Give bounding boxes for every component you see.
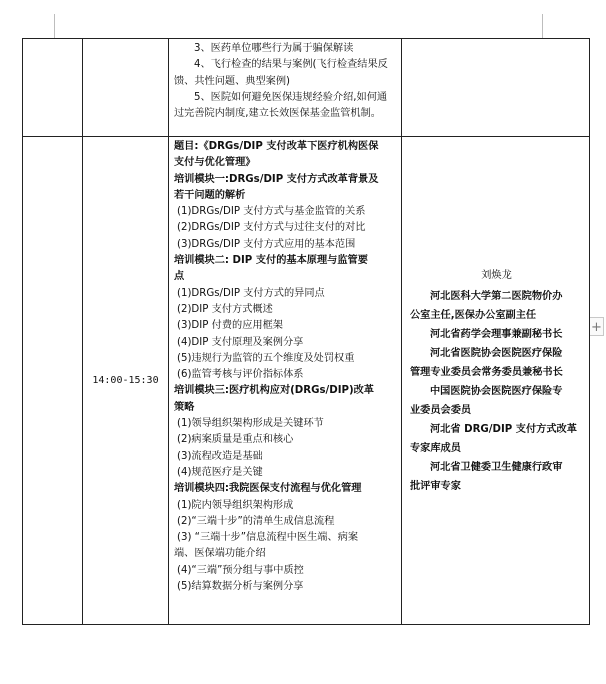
text-line: 河北省卫健委卫生健康行政审: [430, 461, 563, 473]
text-line: (4)“三端”预分组与事中质控: [177, 564, 304, 576]
content-cell: [169, 137, 402, 625]
text-line: 5、医院如何避免医保违规经验介绍,如何通: [194, 91, 388, 103]
table-row: [23, 137, 590, 625]
text-line: 3、医药单位哪些行为属于骗保解读: [194, 43, 354, 54]
text-line: 培训模块四:我院医保支付流程与优化管理: [174, 483, 362, 495]
text-line: (5)违规行为监管的五个维度及处罚权重: [177, 352, 355, 364]
time-cell: [83, 39, 169, 137]
text-line: 批评审专家: [410, 480, 461, 492]
text-line: (1)领导组织架构形成是关键环节: [177, 418, 324, 430]
page-corner-mark-right: [542, 14, 543, 38]
text-line: 策略: [174, 401, 195, 413]
text-line: (1)院内领导组织架构形成: [177, 499, 294, 511]
date-cell: [23, 137, 83, 625]
text-line: 河北省 DRG/DIP 支付方式改革: [430, 423, 577, 435]
text-line: (5)结算数据分析与案例分享: [177, 581, 304, 593]
page-corner-mark-left: [54, 14, 55, 38]
text-line: 培训模块二: DIP 支付的基本原理与监管要: [174, 255, 368, 267]
text-line: 河北省药学会理事兼副秘书长: [430, 328, 563, 340]
text-line: 题目:《DRGs/DIP 支付改革下医疗机构医保: [174, 141, 379, 152]
add-row-button[interactable]: +: [589, 317, 604, 336]
speaker-cell: [402, 137, 590, 625]
text-line: 专家库成员: [410, 442, 461, 454]
text-line: 河北省医院协会医院医疗保险: [430, 347, 563, 359]
text-line: 若干问题的解析: [174, 189, 246, 201]
text-line: (3) “三端十步”信息流程中医生端、病案: [177, 532, 359, 544]
speaker-cell: [402, 39, 590, 137]
time-cell: [83, 137, 169, 625]
content-lines: [174, 139, 396, 595]
text-line: 馈、共性问题、典型案例): [174, 75, 291, 87]
schedule-table: [22, 38, 590, 625]
text-line: (2)病案质量是重点和核心: [177, 434, 294, 446]
text-line: 业委员会委员: [410, 404, 472, 416]
text-line: 支付与优化管理》: [174, 157, 256, 169]
speaker-name: 刘焕龙: [481, 269, 512, 281]
text-line: 4、飞行检查的结果与案例(飞行检查结果反: [194, 59, 388, 71]
text-line: 公室主任,医保办公室副主任: [410, 309, 537, 321]
text-line: 管理专业委员会常务委员兼秘书长: [410, 366, 563, 378]
text-line: 点: [174, 271, 185, 283]
text-line: (1)DRGs/DIP 支付方式与基金监管的关系: [177, 206, 366, 218]
content-lines: [174, 41, 396, 122]
text-line: (4)DIP 支付原理及案例分享: [177, 336, 304, 348]
text-line: (2)DIP 支付方式概述: [177, 303, 273, 315]
text-line: (2)DRGs/DIP 支付方式与过往支付的对比: [177, 222, 366, 234]
session-time: 14:00-15:30: [92, 375, 159, 386]
speaker-bio: [410, 287, 583, 496]
content-cell: [169, 39, 402, 137]
text-line: 过完善院内制度,建立长效医保基金监管机制。: [174, 108, 381, 120]
text-line: 中国医院协会医院医疗保险专: [430, 385, 563, 397]
text-line: 培训模块一:DRGs/DIP 支付方式改革背景及: [174, 173, 379, 185]
date-cell: [23, 39, 83, 137]
text-line: 培训模块三:医疗机构应对(DRGs/DIP)改革: [174, 385, 374, 397]
text-line: 河北医科大学第二医院物价办: [430, 290, 563, 302]
table-row: [23, 39, 590, 137]
text-line: (2)“三端十步”的清单生成信息流程: [177, 515, 335, 527]
text-line: (1)DRGs/DIP 支付方式的异同点: [177, 287, 325, 299]
text-line: 端、医保端功能介绍: [174, 548, 266, 560]
text-line: (3)DIP 付费的应用框架: [177, 320, 283, 332]
text-line: (6)监管考核与评价指标体系: [177, 369, 304, 381]
text-line: (4)规范医疗是关键: [177, 466, 263, 478]
text-line: (3)DRGs/DIP 支付方式应用的基本范围: [177, 238, 356, 250]
text-line: (3)流程改造是基础: [177, 450, 263, 462]
